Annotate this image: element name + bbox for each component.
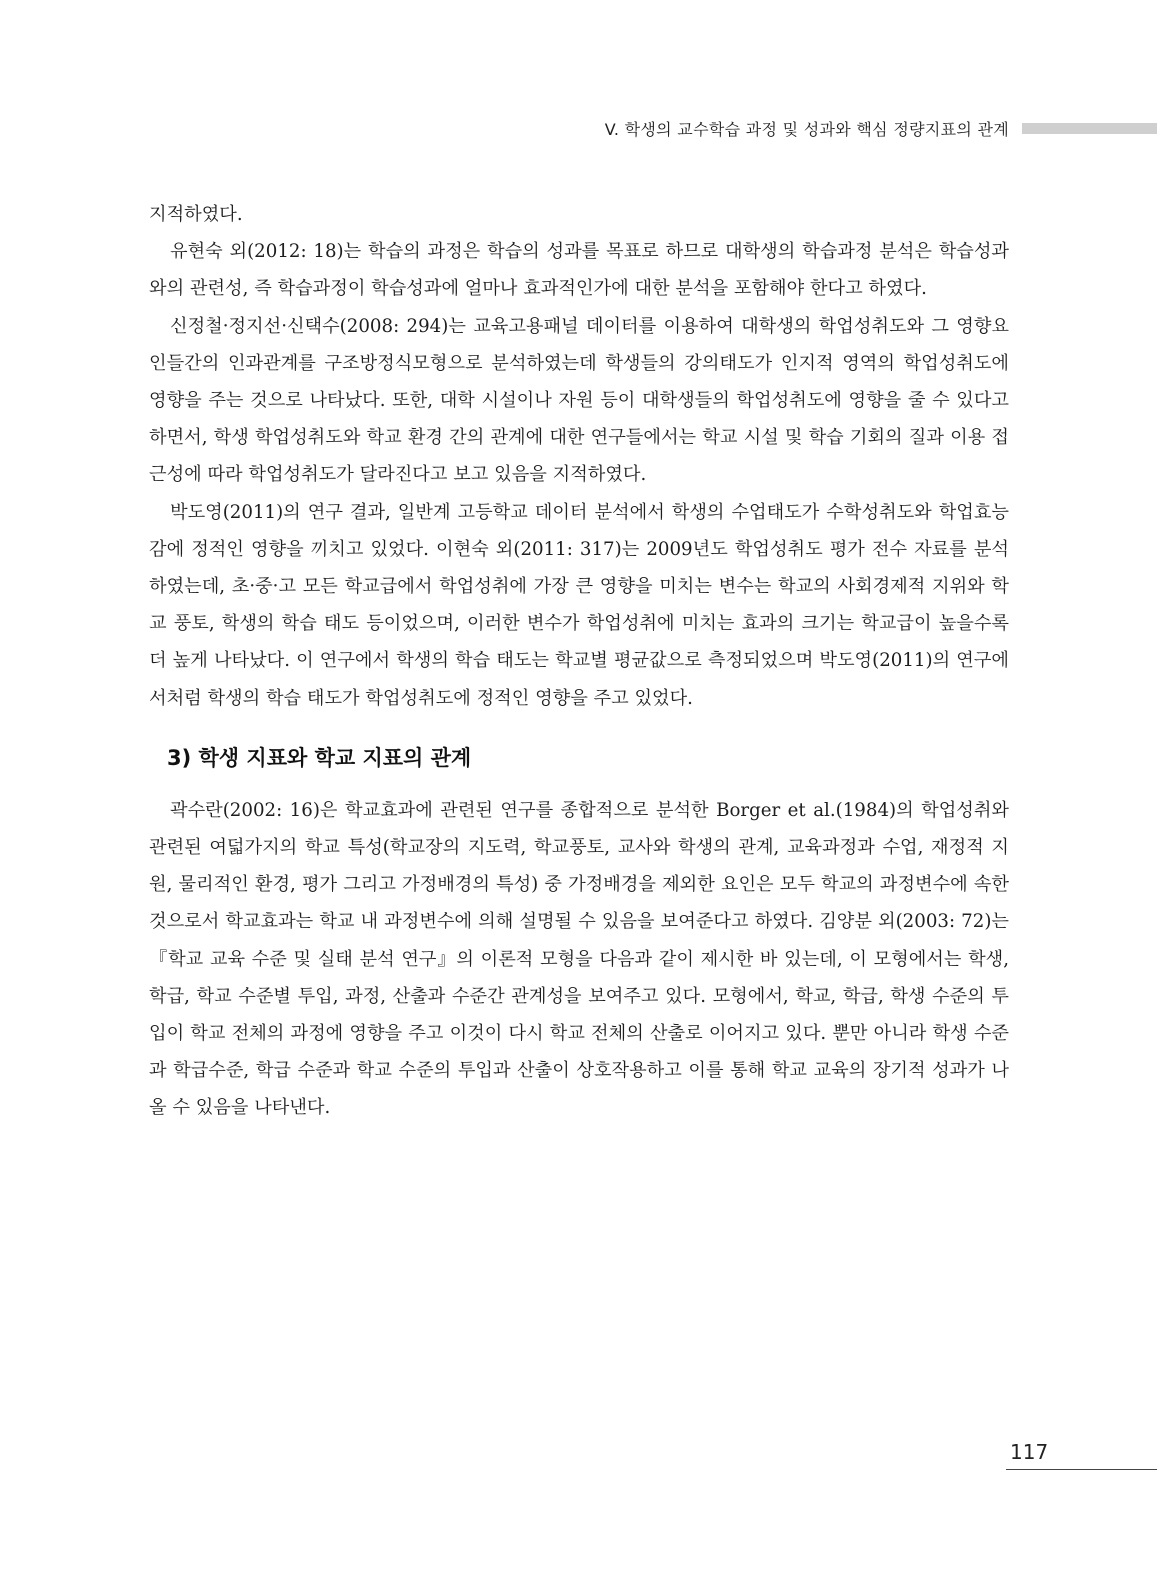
main-text [149, 196, 1009, 1127]
footer-rule [1006, 1469, 1157, 1470]
paragraph: 박도영(2011)의 연구 결과, 일반계 고등학교 데이터 분석에서 학생의 수업태도가 수학성취도와 학업효능감에 정적인 영향을 끼치고 있었다. 이현숙 외(2011: 317)는 2009년도 학업성취도 평가 전수 자료를 분석하였는데, 초·중·고 모든 학교급에서 학업성취에 가장 큰 영향을 미치는 변수는 학교의 사회경제적 지위와 학교 풍토, 학생의 학습 태도 등이었으며, 이러한 변수가 학업성취에 미치는 효과의 크기는 학교급이 높을수록 더 높게 나타났다. 이 연구에서 학생의 학습 태도는 학교별 평균값으로 측정되었으며 박도영(2011)의 연구에서처럼 학생의 학습 태도가 학업성취도에 정적인 영향을 주고 있었다. [149, 501, 1009, 709]
header-decorative-bar [1022, 123, 1157, 134]
running-header-title: V. 학생의 교수학습 과정 및 성과와 핵심 정량지표의 관계 [604, 120, 1009, 139]
section-heading: 3) 학생 지표와 학교 지표의 관계 [167, 745, 472, 770]
section-paragraph: 곽수란(2002: 16)은 학교효과에 관련된 연구를 종합적으로 분석한 Borger et al.(1984)의 학업성취와 관련된 여덟가지의 학교 특성(학교장의 지도력, 학교풍토, 교사와 학생의 관계, 교육과정과 수업, 재정적 지원, 물리적인 환경, 평가 그리고 가정배경의 특성) 중 가정배경을 제외한 요인은 모두 학교의 과정변수에 속한 것으로서 학교효과는 학교 내 과정변수에 의해 설명될 수 있음을 보여준다고 하였다. 김양분 외(2003: 72)는 『학교 교육 수준 및 실태 분석 연구』의 이론적 모형을 다음과 같이 제시한 바 있는데, 이 모형에서는 학생, 학급, 학교 수준별 투입, 과정, 산출과 수준간 관계성을 보여주고 있다. 모형에서, 학교, 학급, 학생 수준의 투입이 학교 전체의 과정에 영향을 주고 이것이 다시 학교 전체의 산출로 이어지고 있다. 뿐만 아니라 학생 수준과 학급수준, 학급 수준과 학교 수준의 투입과 산출이 상호작용하고 이를 통해 학교 교육의 장기적 성과가 나올 수 있음을 나타낸다. [149, 799, 1009, 1119]
running-header [0, 115, 1157, 145]
paragraph: 신정철·정지선·신택수(2008: 294)는 교육고용패널 데이터를 이용하여 대학생의 학업성취도와 그 영향요인들간의 인과관계를 구조방정식모형으로 분석하였는데 학생들의 강의태도가 인지적 영역의 학업성취도에 영향을 주는 것으로 나타났다. 또한, 대학 시설이나 자원 등이 대학생들의 학업성취도에 영향을 줄 수 있다고 하면서, 학생 학업성취도와 학교 환경 간의 관계에 대한 연구들에서는 학교 시설 및 학습 기회의 질과 이용 접근성에 따라 학업성취도가 달라진다고 보고 있음을 지적하였다. [149, 315, 1009, 486]
paragraph: 유현숙 외(2012: 18)는 학습의 과정은 학습의 성과를 목표로 하므로 대학생의 학습과정 분석은 학습성과와의 관련성, 즉 학습과정이 학습성과에 얼마나 효과적인가에 대한 분석을 포함해야 한다고 하였다. [149, 241, 1009, 300]
paragraph-continuation: 지적하였다. [149, 204, 243, 225]
page-number: 117 [1010, 1440, 1049, 1464]
